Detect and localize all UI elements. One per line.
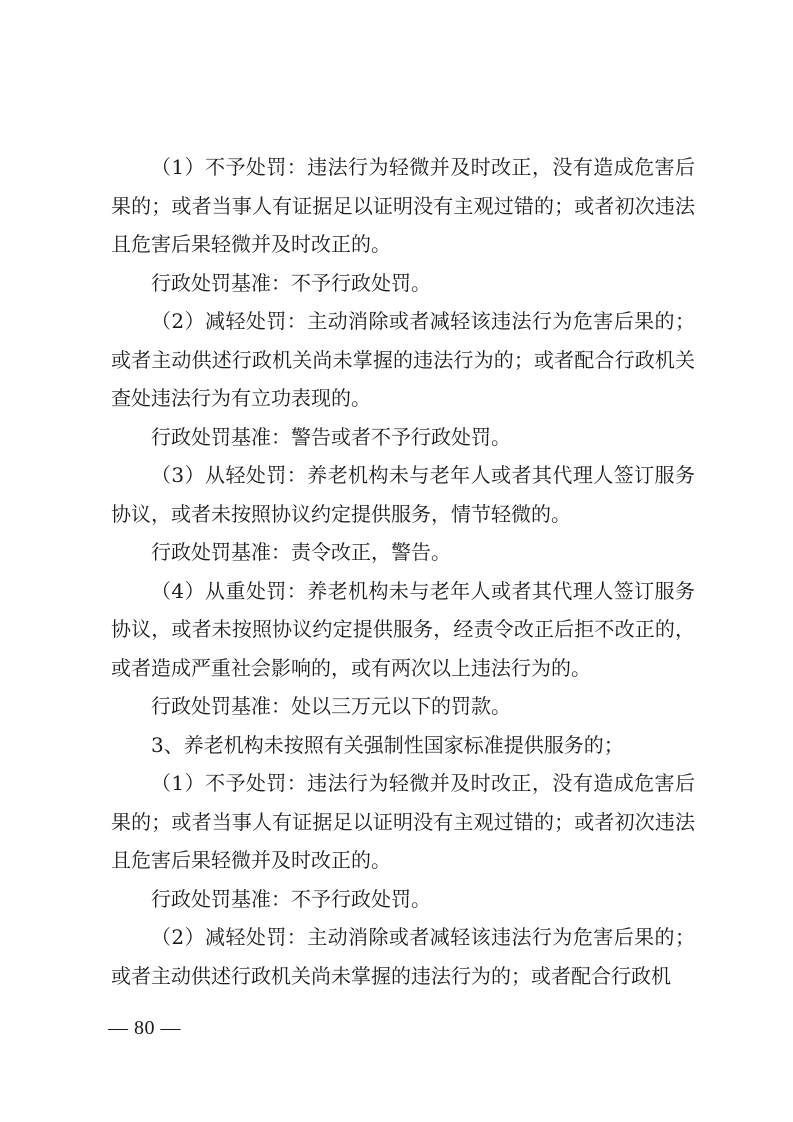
paragraph-2: 行政处罚基准：不予行政处罚。 [151, 270, 431, 295]
section-heading: 3、养老机构未按照有关强制性国家标准提供服务的； [151, 732, 624, 757]
paragraph-10: （1）不予处罚：违法行为轻微并及时改正，没有造成危害后果的；或者当事人有证据足以证明没有主观过错的；或者初次违法且危害后果轻微并及时改正的。 [111, 771, 695, 872]
paragraph-3: （2）减轻处罚：主动消除或者减轻该违法行为危害后果的；或者主动供述行政机关尚未掌握的违法行为的；或者配合行政机关查处违法行为有立功表现的。 [111, 309, 695, 410]
paragraph-1: （1）不予处罚：违法行为轻微并及时改正，没有造成危害后果的；或者当事人有证据足以证明没有主观过错的；或者初次违法且危害后果轻微并及时改正的。 [111, 155, 695, 256]
paragraph-11: 行政处罚基准：不予行政处罚。 [151, 886, 431, 911]
page-number: — 80 — [108, 1017, 181, 1039]
paragraph-5: （3）从轻处罚：养老机构未与老年人或者其代理人签订服务协议，或者未按照协议约定提供服务，情节轻微的。 [111, 463, 695, 526]
paragraph-12: （2）减轻处罚：主动消除或者减轻该违法行为危害后果的；或者主动供述行政机关尚未掌握的违法行为的；或者配合行政机 [111, 925, 695, 988]
paragraph-8: 行政处罚基准：处以三万元以下的罚款。 [151, 694, 511, 718]
document-body [111, 148, 695, 995]
paragraph-7: （4）从重处罚：养老机构未与老年人或者其代理人签订服务协议，或者未按照协议约定提供服务，经责令改正后拒不改正的，或者造成严重社会影响的，或有两次以上违法行为的。 [111, 578, 695, 680]
paragraph-6: 行政处罚基准：责令改正，警告。 [151, 540, 451, 564]
paragraph-4: 行政处罚基准：警告或者不予行政处罚。 [151, 424, 511, 449]
